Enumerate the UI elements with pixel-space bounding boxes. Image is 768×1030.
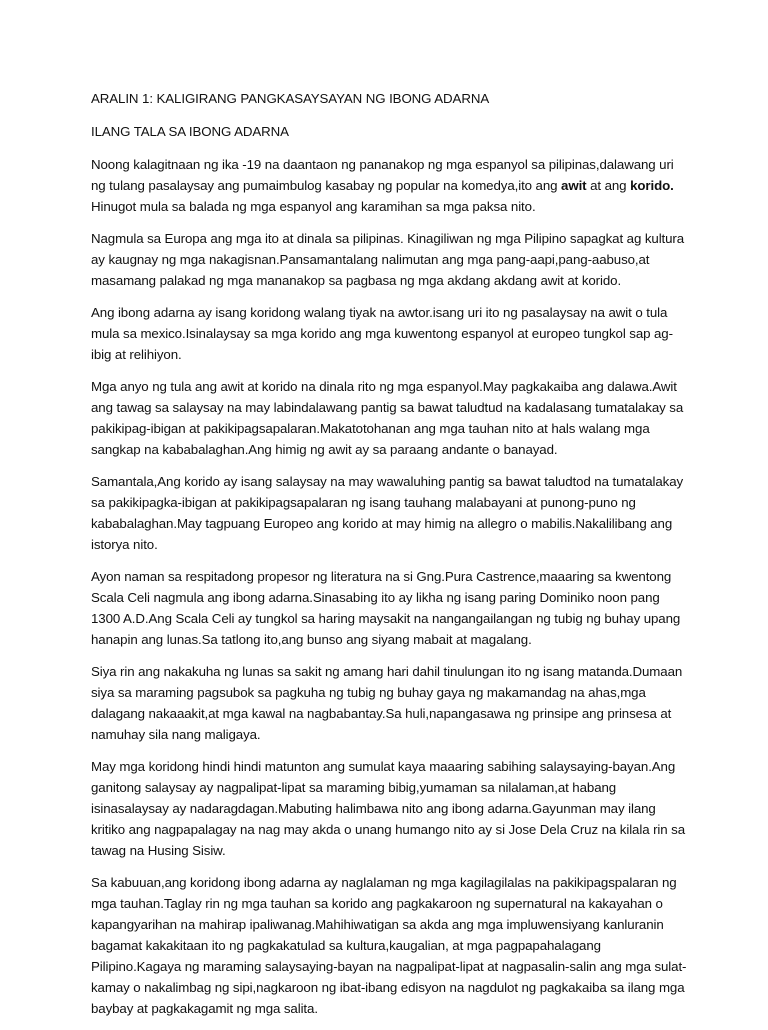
paragraph-7: Siya rin ang nakakuha ng lunas sa sakit ng amang hari dahil tinulungan ito ng isang matanda.Dumaan siya sa maraming pagsubok sa pagkuha ng tubig ng buhay gaya ng makamandag na ahas,mga dalagang nakaaakit,at mga kawal na nagbabantay.Sa huli,napangasawa ng prinsipe ang prinsesa at namuhay sila nang maligaya. [91,664,683,742]
section-title: ILANG TALA SA IBONG ADARNA [91,124,289,139]
paragraph-3: Ang ibong adarna ay isang koridong walang tiyak na awtor.isang uri ito ng pasalaysay na awit o tula mula sa mexico.Isinalaysay sa mga korido ang mga kuwentong espanyol at europeo tungkol sap ag-ibig at relihiyon. [91,305,673,362]
paragraph-8: May mga koridong hindi hindi matunton ang sumulat kaya maaaring sabihing salaysaying-bayan.Ang ganitong salaysay ay nagpalipat-lipat sa maraming bibig,yumaman sa nilalaman,at habang isinasalaysay ay nadaragdagan.Mabuting halimbawa nito ang ibong adarna.Gayunman may ilang kritiko ang nagpapalagay na nag may akda o unang humango nito ay si Jose Dela Cruz na kilala rin sa tawag na Husing Sisiw. [91,759,686,858]
paragraph-1-part-1: Noong kalagitnaan ng ika -19 na daantaon ng pananakop ng mga espanyol sa pilipinas,dalawang uri ng tulang pasalaysay ang pumaimbulog kasabay ng popular na komedya,ito ang [91,157,674,193]
paragraph-1-part-2: at ang [586,178,631,193]
paragraph-1-bold-korido: korido. [630,178,674,193]
paragraph-9: Sa kabuuan,ang koridong ibong adarna ay naglalaman ng mga kagilagilalas na pakikipagspalaran ng mga tauhan.Taglay rin ng mga tauhan sa korido ang pagkakaroon ng supernatural na kakayahan o kapangyarihan na mahirap ipaliwanag.Mahihiwatigan sa akda ang mga impluwensiyang kanluranin bagamat kakakitaan ito ng pagkakatulad sa kultura,kaugalian, at mga pagpapahalagang Pilipino.Kagaya ng maraming salaysaying-bayan na nagpalipat-lipat at nagpasalin-salin ang mga sulat-kamay o nakalimbag ng sipi,nagkaroon ng ibat-ibang edisyon na nagdulot ng pagkakaiba sa ilang mga baybay at pagkakagamit ng mga salita. [91,875,687,1016]
paragraph-2: Nagmula sa Europa ang mga ito at dinala sa pilipinas. Kinagiliwan ng mga Pilipino sapagkat ag kultura ay kaugnay ng mga nakagisnan.Pansamantalang nalimutan ang mga pang-aapi,pang-aabuso,at masamang palakad ng mga mananakop sa pagbasa ng mga akdang akdang awit at korido. [91,231,685,288]
lesson-title: ARALIN 1: KALIGIRANG PANGKASAYSAYAN NG IBONG ADARNA [91,91,490,106]
document-page [91,88,691,1030]
paragraph-1-bold-awit: awit [561,178,587,193]
paragraph-1 [91,154,691,217]
paragraph-6: Ayon naman sa respitadong propesor ng literatura na si Gng.Pura Castrence,maaaring sa kwentong Scala Celi nagmula ang ibong adarna.Sinasabing ito ay likha ng isang paring Dominiko noon pang 1300 A.D.Ang Scala Celi ay tungkol sa haring maysakit na nangangailangan ng tubig ng buhay upang hanapin ang lunas.Sa tatlong ito,ang bunso ang siyang mabait at magalang. [91,569,681,647]
paragraph-5: Samantala,Ang korido ay isang salaysay na may wawaluhing pantig sa bawat taludtod na tumatalakay sa pakikipagka-ibigan at pakikipagsapalaran ng isang tauhang malabayani at punong-puno ng kababalaghan.May tagpuang Europeo ang korido at may himig na allegro o mabilis.Nakalilibang ang istorya nito. [91,474,684,552]
paragraph-4: Mga anyo ng tula ang awit at korido na dinala rito ng mga espanyol.May pagkakaiba ang dalawa.Awit ang tawag sa salaysay na may labindalawang pantig sa bawat taludtud na kadalasang tumatalakay sa pakikipag-ibigan at pakikipagsapalaran.Makatotohanan ang mga tauhan nito at hals walang mga sangkap na kababalaghan.Ang himig ng awit ay sa paraang andante o banayad. [91,379,684,457]
paragraph-1-part-3: Hinugot mula sa balada ng mga espanyol ang karamihan sa mga paksa nito. [91,199,536,214]
